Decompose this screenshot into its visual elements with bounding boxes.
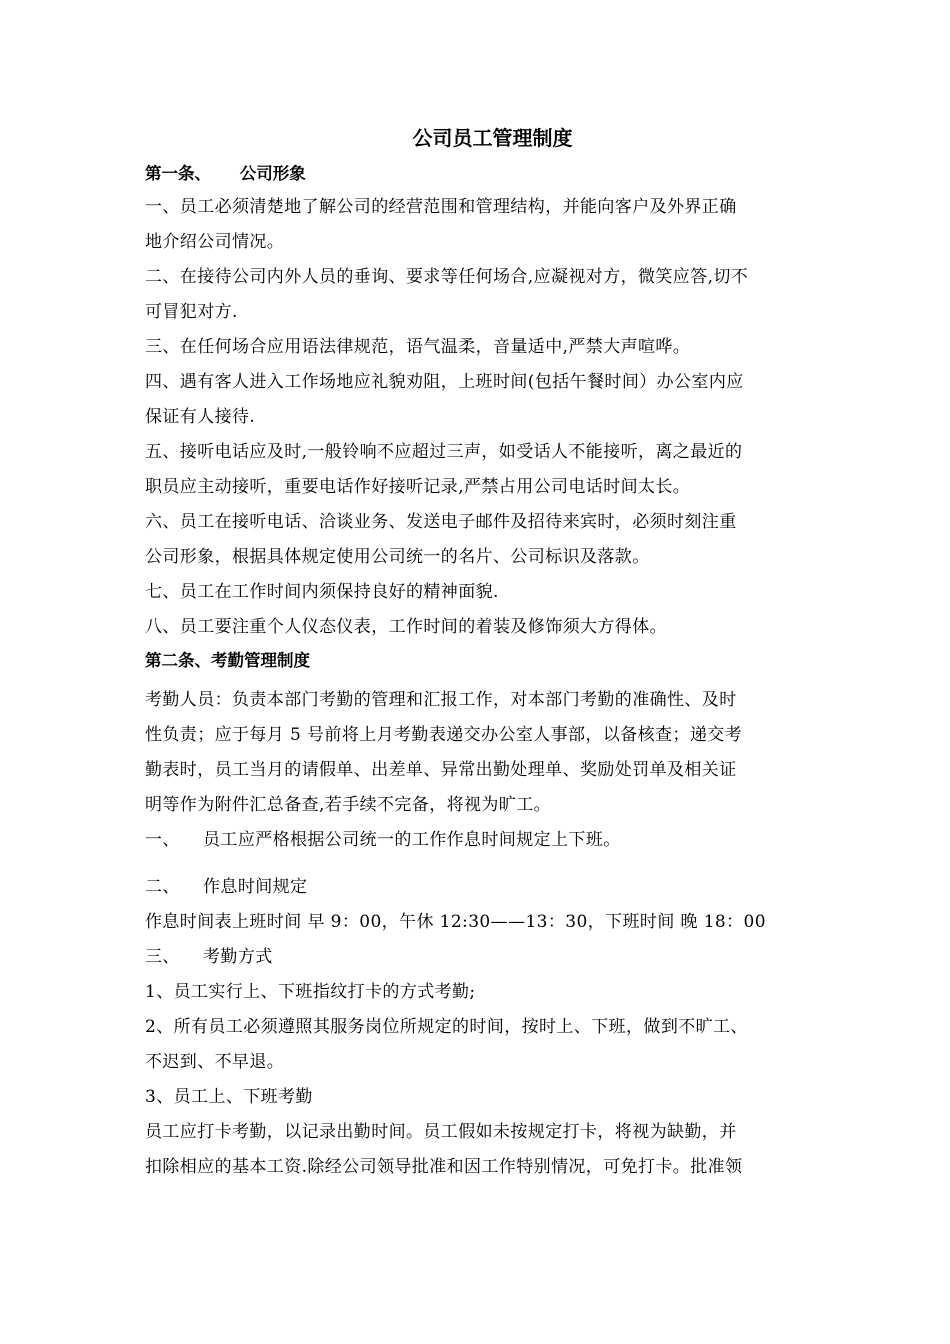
section1-heading: 第一条、 公司形象 xyxy=(145,164,306,183)
paragraph-line: 扣除相应的基本工资.除经公司领导批准和因工作特别情况，可免打卡。批准领 xyxy=(145,1157,743,1177)
paragraph-line: 2、所有员工必须遵照其服务岗位所规定的时间，按时上、下班，做到不旷工、 xyxy=(145,1017,748,1037)
document-title: 公司员工管理制度 xyxy=(412,126,573,150)
paragraph-line: 地介绍公司情况。 xyxy=(145,232,285,252)
paragraph-line: 3、员工上、下班考勤 xyxy=(145,1087,313,1107)
paragraph-line: 六、员工在接听电话、洽谈业务、发送电子邮件及招待来宾时，必须时刻注重 xyxy=(145,512,737,532)
paragraph-line: 二、在接待公司内外人员的垂询、要求等任何场合,应凝视对方，微笑应答,切不 xyxy=(145,267,749,287)
paragraph-line: 四、遇有客人进入工作场地应礼貌劝阻，上班时间(包括午餐时间）办公室内应 xyxy=(145,372,744,392)
list-item: 一、 员工应严格根据公司统一的工作作息时间规定上下班。 xyxy=(145,830,621,850)
list-item: 三、 考勤方式 xyxy=(145,947,273,967)
paragraph-line: 七、员工在工作时间内须保持良好的精神面貌. xyxy=(145,582,499,602)
paragraph-line: 1、员工实行上、下班指纹打卡的方式考勤; xyxy=(145,982,476,1002)
document-page xyxy=(145,118,810,1185)
paragraph-line: 不迟到、不早退。 xyxy=(145,1052,285,1072)
paragraph-line: 可冒犯对方. xyxy=(145,302,238,322)
section2-heading: 第二条、考勤管理制度 xyxy=(145,651,310,670)
paragraph-line: 员工应打卡考勤，以记录出勤时间。员工假如未按规定打卡，将视为缺勤，并 xyxy=(145,1122,737,1142)
paragraph-line: 一、员工必须清楚地了解公司的经营范围和管理结构，并能向客户及外界正确 xyxy=(145,197,737,217)
paragraph-line: 八、员工要注重个人仪态仪表，工作时间的着装及修饰须大方得体。 xyxy=(145,617,667,637)
schedule-line: 作息时间表上班时间 早 9：00，午休 12:30——13：30，下班时间 晚 18：00 xyxy=(145,912,766,932)
spacer xyxy=(145,858,810,870)
paragraph-line: 职员应主动接听，重要电话作好接听记录,严禁占用公司电话时间太长。 xyxy=(145,477,691,497)
paragraph-line: 考勤人员：负责本部门考勤的管理和汇报工作，对本部门考勤的准确性、及时 xyxy=(145,690,737,710)
paragraph-line: 保证有人接待. xyxy=(145,407,256,427)
paragraph-line: 明等作为附件汇总备查,若手续不完备，将视为旷工。 xyxy=(145,795,552,815)
paragraph-line: 五、接听电话应及时,一般铃响不应超过三声，如受话人不能接听，离之最近的 xyxy=(145,442,743,462)
list-item: 二、 作息时间规定 xyxy=(145,877,308,897)
paragraph-line: 性负责；应于每月 5 号前将上月考勤表递交办公室人事部，以备核查；递交考 xyxy=(145,725,743,745)
paragraph-line: 公司形象，根据具体规定使用公司统一的名片、公司标识及落款。 xyxy=(145,547,650,567)
paragraph-line: 三、在任何场合应用语法律规范，语气温柔，音量适中,严禁大声喧哗。 xyxy=(145,337,691,357)
paragraph-line: 勤表时，员工当月的请假单、出差单、异常出勤处理单、奖励处罚单及相关证 xyxy=(145,760,737,780)
